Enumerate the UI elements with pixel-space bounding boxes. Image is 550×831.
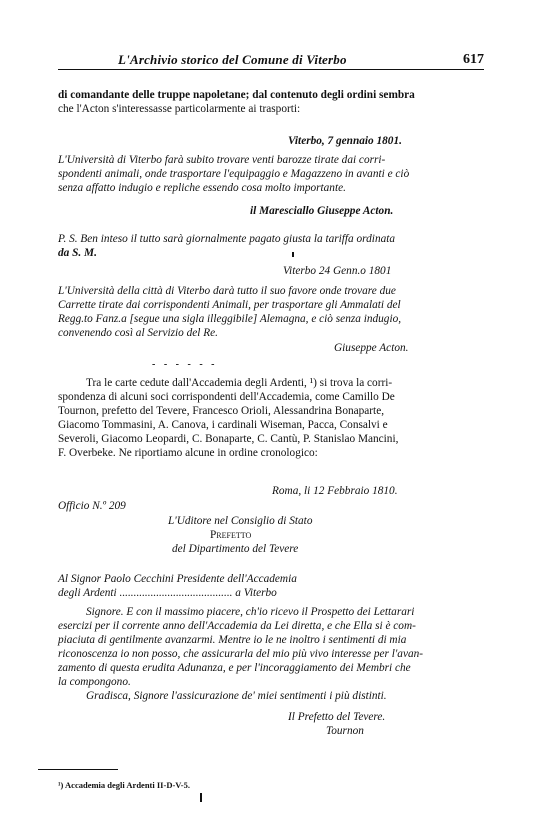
header-rule [58,69,484,70]
footnote: ¹) Accademia degli Ardenti II-D-V-5. [58,780,190,790]
signature: il Maresciallo Giuseppe Acton. [250,205,394,217]
paragraph-line: spondenza di alcuni soci corrispondenti dell'Accademia, come Camillo De [58,391,395,403]
letter-date: Viterbo 24 Genn.o 1801 [283,265,392,277]
letter-text-line: senza affatto indugio e repliche essendo cosa molto importante. [58,182,346,194]
addressee-line: Al Signor Paolo Cecchini Presidente dell'Accademia [58,573,297,585]
signature: Tournon [326,725,364,737]
issuer-line: L'Uditore nel Consiglio di Stato [168,515,313,527]
paragraph-line: Tra le carte cedute dall'Accademia degli Ardenti, ¹) si trova la corri- [86,377,393,389]
letter-text-line: Signore. E con il massimo piacere, ch'io ricevo il Prospetto dei Lettarari [86,606,415,618]
letter-text-line: convenendo così al Servizio del Re. [58,327,218,339]
print-mark [200,793,202,802]
issuer-line: del Dipartimento del Tevere [172,543,299,555]
postscript-line: P. S. Ben inteso il tutto sarà giornalmente pagato giusta la tariffa ordinata [58,233,396,245]
letter-text-line: Gradisca, Signore l'assicurazione de' miei sentimenti i più distinti. [86,690,387,702]
page-number: 617 [463,52,484,67]
running-header [58,50,484,72]
letter-text-line: zamento di questa erudita Adunanza, e per l'incoraggiamento dei Membri che [58,662,411,674]
postscript-line: da S. M. [58,247,97,259]
paragraph-line: Giacomo Tommasini, A. Canova, i cardinali Wiseman, Pacca, Consalvi e [58,419,388,431]
letter-text-line: L'Università della città di Viterbo darà tutto il suo favore onde trovare due [58,285,396,297]
letter-text-line: Carrette tirate dai corrispondenti Animali, per trasportare gli Ammalati del [58,299,401,311]
issuer-title: Prefetto [210,529,252,541]
letter-text-line: spondenti animali, onde trasportare l'equipaggio e Magazzeno in avanti e ciò [58,168,410,180]
office-number: Officio N.º 209 [58,500,126,512]
intro-line: di comandante delle truppe napoletane; dal contenuto degli ordini sembra [58,89,415,101]
letter-text-line: esercizi per il corrente anno dell'Accademia da Lei diretta, e che Ella si è com- [58,620,416,632]
paragraph-line: Tournon, prefetto del Tevere, Francesco Orioli, Alessandrina Bonaparte, [58,405,385,417]
footnote-rule [38,769,118,770]
letter-date: Roma, li 12 Febbraio 1810. [272,485,398,497]
addressee-line: degli Ardenti ........................................ a Viterbo [58,587,277,599]
letter-text-line: piaciuta di gentilmente avanzarmi. Mentre io le ne inoltro i sentimenti di mia [58,634,407,646]
letter-text-line: L'Università di Viterbo farà subito trovare venti barozze tirate dai corri- [58,154,386,166]
signature: Giuseppe Acton. [334,342,409,354]
letter-text-line: riconoscenza io non posso, che assicurarla del mio più vivo interesse per l'avan- [58,648,424,660]
print-mark [292,252,294,257]
signature: Il Prefetto del Tevere. [288,711,386,723]
running-title: L'Archivio storico del Comune di Viterbo [118,52,347,67]
paragraph-line: F. Overbeke. Ne riportiamo alcune in ordine cronologico: [58,447,318,459]
section-separator: - - - - - - [152,359,218,370]
letter-text-line: la compongono. [58,676,131,688]
letter-date: Viterbo, 7 gennaio 1801. [288,135,402,147]
intro-line: che l'Acton s'interessasse particolarmente ai trasporti: [58,103,301,115]
paragraph-line: Severoli, Giacomo Leopardi, C. Bonaparte, C. Cantù, P. Stanislao Mancini, [58,433,399,445]
letter-text-line: Regg.to Fanz.a [segue una sigla illeggibile] Alemagna, e ciò senza indugio, [58,313,402,325]
